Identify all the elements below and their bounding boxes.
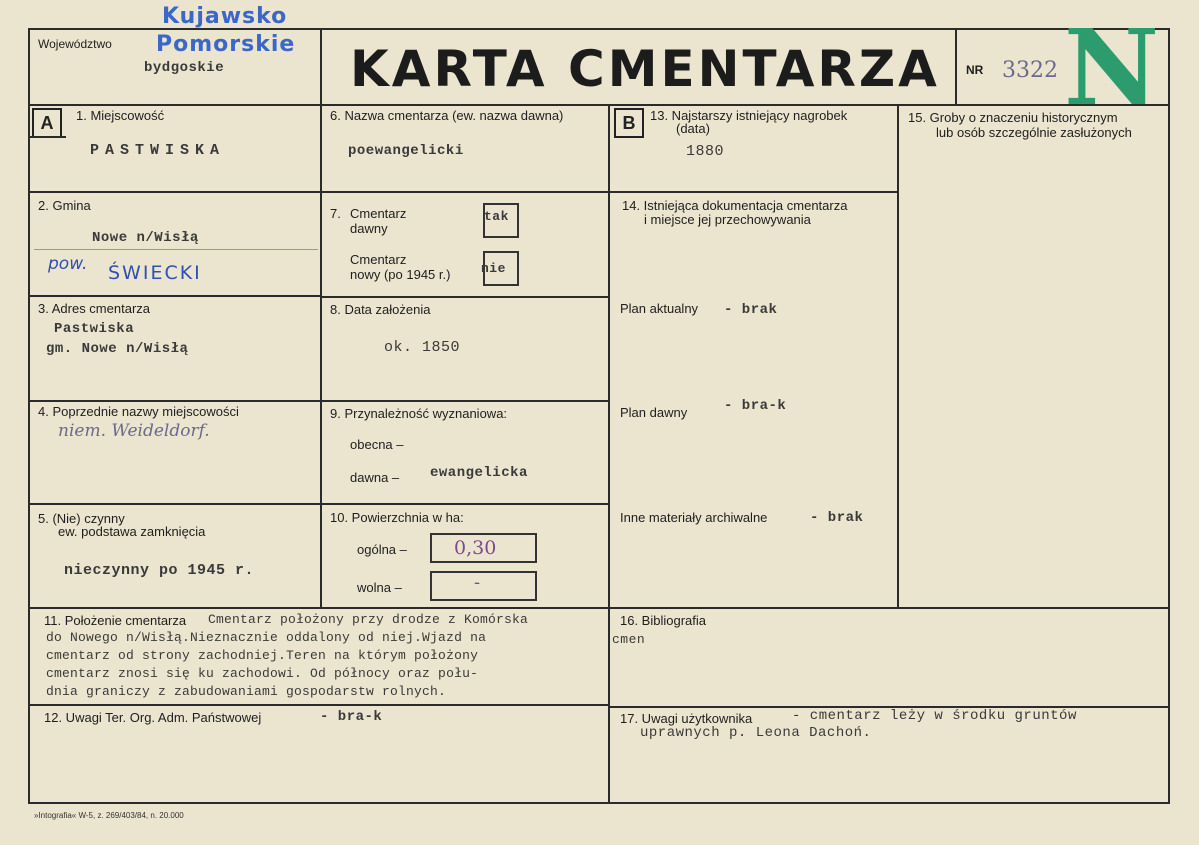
f17-line-1: - cmentarz leży w środku gruntów [792,708,1077,724]
f5-label-line-2: ew. podstawa zamknięcia [58,524,206,539]
f3-label: 3. Adres cmentarza [38,301,150,316]
section-a-letter: A [32,108,62,138]
f11-line-3: cmentarz od strony zachodniej.Teren na którym położony [46,648,479,663]
f9-obecna-label: obecna – [350,437,404,452]
f14-inne-label: Inne materiały archiwalne [620,510,768,525]
frame-bottom [28,802,1170,804]
f1-value: PASTWISKA [90,142,226,159]
wojewodztwo-label: Województwo [38,37,112,51]
f12-label: 12. Uwagi Ter. Org. Adm. Państwowej [44,710,262,725]
f7-dawny-value: tak [484,209,509,224]
frame-left [28,28,30,804]
vline-col3 [897,104,899,608]
f15-label-line-2: lub osób szczególnie zasłużonych [936,125,1132,140]
f17-line-2: uprawnych p. Leona Dachoń. [640,725,872,741]
f11-line-2: do Nowego n/Wisłą.Nieznacznie oddalony od niej.Wjazd na [46,630,487,645]
nr-value: 3322 [1002,58,1058,83]
hline-c1-1 [28,191,322,193]
f7-nowy-line-2: nowy (po 1945 r.) [350,267,451,282]
f11-line-1: Cmentarz położony przy drodze z Komórska [208,612,529,627]
hline-c2-4 [320,503,610,505]
f14-plan-dawny-label: Plan dawny [620,405,688,420]
mark-letter: N [1064,6,1160,129]
vline-col2 [608,104,610,802]
hline-gmina-inner [34,249,318,250]
f13-value: 1880 [686,143,725,160]
f6-value: poewangelicki [348,143,464,159]
f3-value-line-1: Pastwiska [54,321,135,337]
section-b-letter: B [614,108,644,138]
f8-value: ok. 1850 [384,339,461,356]
hline-c1-2 [28,295,322,297]
vline-col1 [320,104,322,608]
f17-label: 17. Uwagi użytkownika [620,711,753,726]
f2-value: Nowe n/Wisłą [92,230,199,246]
f13-label-line-1: 13. Najstarszy istniejący nagrobek [650,108,848,123]
f14-label-line-1: 14. Istniejąca dokumentacja cmentarza [622,198,848,213]
hline-c1-4 [28,503,322,505]
f14-label-line-2: i miejsce jej przechowywania [644,212,811,227]
f10-label: 10. Powierzchnia w ha: [330,510,464,525]
header-divider [28,104,1170,106]
f2-pow-label: pow. [48,254,88,274]
f7-dawny-line-2: dawny [350,221,388,236]
f4-label: 4. Poprzednie nazwy miejscowości [38,404,239,419]
f13-label-line-2: (data) [676,121,710,136]
f2-pow-value: ŚWIECKI [108,262,202,284]
f7-label: 7. [330,206,341,221]
f8-label: 8. Data założenia [330,302,431,317]
f11-label: 11. Położenie cmentarza [44,613,187,628]
stamp-line-2: Pomorskie [156,32,296,57]
f5-value: nieczynny po 1945 r. [64,562,255,579]
f16-value: cmen [612,632,646,647]
f10-wolna-box [430,571,537,601]
f7-nowy-line-1: Cmentarz [350,252,407,267]
hline-c2-2 [320,296,610,298]
f14-plan-dawny-value: - bra-k [724,398,787,414]
f7-nowy-value: nie [481,261,506,276]
f1-label: 1. Miejscowość [76,108,165,123]
hline-lower-left [28,704,610,706]
f11-line-5: dnia graniczy z zabudowaniami gospodarstw rolnych. [46,684,447,699]
section-a-letter-underline [30,136,66,138]
hline-mid [28,607,1170,609]
nr-label: NR [966,63,984,77]
f6-label: 6. Nazwa cmentarza (ew. nazwa dawna) [330,108,564,123]
f12-value: - bra-k [320,709,383,725]
f5-label-line-1: 5. (Nie) czynny [38,511,125,526]
hline-c2-1 [320,191,610,193]
frame-right [1168,28,1170,804]
f4-value: niem. Weideldorf. [58,421,210,441]
f15-label-line-1: 15. Groby o znaczeniu historycznym [908,110,1118,125]
f10-wolna-label: wolna – [357,580,402,595]
f9-dawna-value: ewangelicka [430,465,528,481]
f7-dawny-line-1: Cmentarz [350,206,407,221]
card-title: KARTA CMENTARZA [350,40,940,98]
header-vline-1 [320,28,322,106]
f10-ogolna-value: 0,30 [454,537,497,559]
f9-dawna-label: dawna – [350,470,400,485]
f16-label: 16. Bibliografia [620,613,706,628]
f14-plan-aktualny-label: Plan aktualny [620,301,699,316]
hline-c1-3 [28,400,322,402]
stamp-line-1: Kujawsko [162,4,288,29]
header-vline-2 [955,28,957,106]
f14-plan-aktualny-value: - brak [724,302,778,318]
wojewodztwo-value: bydgoskie [144,60,225,76]
f10-ogolna-label: ogólna – [357,542,407,557]
printer-imprint: »Intografia« W-5, z. 269/403/84, n. 20.000 [34,811,184,820]
f10-wolna-value: - [474,572,481,593]
f11-line-4: cmentarz znosi się ku zachodowi. Od północy oraz połu- [46,666,479,681]
f9-label: 9. Przynależność wyznaniowa: [330,406,508,421]
hline-c3-1 [608,191,899,193]
hline-c2-3 [320,400,610,402]
f14-inne-value: - brak [810,510,864,526]
f2-label: 2. Gmina [38,198,91,213]
f3-value-line-2: gm. Nowe n/Wisłą [46,341,189,357]
